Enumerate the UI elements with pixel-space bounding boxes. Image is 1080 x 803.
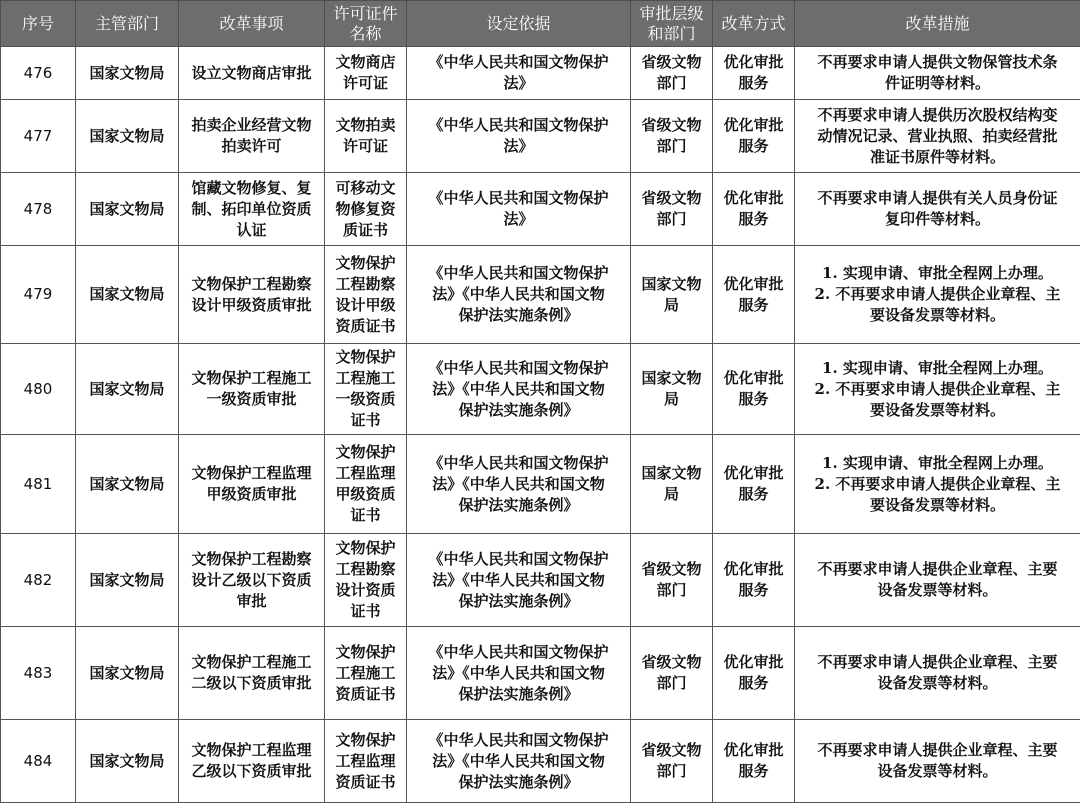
text-line: 保护法实施条例》: [410, 772, 627, 793]
cell-legal-basis: [407, 435, 631, 534]
text-line: 2. 不再要求申请人提供企业章程、主: [799, 474, 1076, 495]
text-line: 设计甲级资质审批: [182, 295, 321, 316]
text-line: 证书: [328, 410, 403, 431]
cell-license-name: [325, 627, 407, 720]
text-line: 要设备发票等材料。: [799, 400, 1076, 421]
text-line: 部门: [634, 761, 709, 782]
text-line: 《中华人民共和国文物保护: [410, 263, 627, 284]
text-line: 法》《中华人民共和国文物: [410, 570, 627, 591]
text-line: 局: [634, 484, 709, 505]
cell-serial-number: 477: [1, 100, 76, 173]
cell-reform-item: [179, 435, 325, 534]
text-line: 国家文物: [634, 274, 709, 295]
text-line: 文物保护工程施工: [182, 652, 321, 673]
text-line: 法》《中华人民共和国文物: [410, 379, 627, 400]
text-line: 部门: [634, 673, 709, 694]
text-line: 拍卖许可: [182, 136, 321, 157]
cell-department: 国家文物局: [76, 435, 179, 534]
cell-serial-number: 478: [1, 173, 76, 246]
text-line: 优化审批: [716, 52, 791, 73]
text-line: 文物商店: [328, 52, 403, 73]
text-line: 省级文物: [634, 52, 709, 73]
text-line: 法》《中华人民共和国文物: [410, 663, 627, 684]
table-row: [1, 435, 1080, 534]
cell-reform-item: [179, 534, 325, 627]
text-line: 法》《中华人民共和国文物: [410, 751, 627, 772]
text-line: 法》: [410, 136, 627, 157]
cell-approval-level: [631, 720, 713, 803]
cell-reform-method: [713, 344, 795, 435]
cell-approval-level: [631, 246, 713, 344]
text-line: 要设备发票等材料。: [799, 305, 1076, 326]
table-body: [1, 47, 1080, 803]
text-line: 文物保护工程监理: [182, 463, 321, 484]
cell-reform-measures: [795, 435, 1080, 534]
cell-reform-item: [179, 627, 325, 720]
table-header-row: [1, 1, 1080, 47]
cell-department: 国家文物局: [76, 344, 179, 435]
cell-license-name: [325, 720, 407, 803]
text-line: 优化审批: [716, 463, 791, 484]
cell-approval-level: [631, 100, 713, 173]
text-line: 2. 不再要求申请人提供企业章程、主: [799, 284, 1076, 305]
text-line: 优化审批: [716, 368, 791, 389]
cell-license-name: [325, 246, 407, 344]
table-row: [1, 344, 1080, 435]
text-line: 优化审批: [716, 115, 791, 136]
text-line: 设计甲级: [328, 295, 403, 316]
cell-approval-level: [631, 627, 713, 720]
text-line: 文物保护工程施工: [182, 368, 321, 389]
cell-legal-basis: [407, 47, 631, 100]
text-line: 证书: [328, 505, 403, 526]
text-line: 文物拍卖: [328, 115, 403, 136]
text-line: 设立文物商店审批: [182, 63, 321, 84]
text-line: 部门: [634, 209, 709, 230]
text-line: 部门: [634, 136, 709, 157]
cell-serial-number: 476: [1, 47, 76, 100]
cell-approval-level: [631, 435, 713, 534]
text-line: 审批层级: [633, 4, 710, 24]
text-line: 局: [634, 295, 709, 316]
text-line: 省级文物: [634, 559, 709, 580]
cell-reform-method: [713, 100, 795, 173]
cell-legal-basis: [407, 534, 631, 627]
text-line: 服务: [716, 389, 791, 410]
text-line: 服务: [716, 73, 791, 94]
text-line: 工程勘察: [328, 559, 403, 580]
text-line: 不再要求申请人提供历次股权结构变: [799, 105, 1076, 126]
cell-license-name: [325, 100, 407, 173]
text-line: 工程监理: [328, 751, 403, 772]
text-line: 优化审批: [716, 274, 791, 295]
text-line: 文物保护: [328, 253, 403, 274]
cell-reform-item: [179, 100, 325, 173]
text-line: 制、拓印单位资质: [182, 199, 321, 220]
cell-reform-item: [179, 344, 325, 435]
text-line: 服务: [716, 673, 791, 694]
text-line: 《中华人民共和国文物保护: [410, 730, 627, 751]
cell-department: 国家文物局: [76, 720, 179, 803]
text-line: 认证: [182, 220, 321, 241]
text-line: 甲级资质审批: [182, 484, 321, 505]
text-line: 一级资质审批: [182, 389, 321, 410]
table-row: [1, 173, 1080, 246]
text-line: 服务: [716, 580, 791, 601]
text-line: 不再要求申请人提供有关人员身份证: [799, 188, 1076, 209]
cell-reform-measures: [795, 344, 1080, 435]
text-line: 设计资质: [328, 580, 403, 601]
text-line: 文物保护: [328, 538, 403, 559]
cell-serial-number: 482: [1, 534, 76, 627]
text-line: 《中华人民共和国文物保护: [410, 549, 627, 570]
text-line: 不再要求申请人提供企业章程、主要: [799, 652, 1076, 673]
text-line: 《中华人民共和国文物保护: [410, 358, 627, 379]
text-line: 优化审批: [716, 740, 791, 761]
text-line: 文物保护工程勘察: [182, 274, 321, 295]
text-line: 可移动文: [328, 178, 403, 199]
cell-reform-measures: [795, 627, 1080, 720]
text-line: 文物保护: [328, 442, 403, 463]
cell-department: 国家文物局: [76, 100, 179, 173]
text-line: 部门: [634, 73, 709, 94]
text-line: 服务: [716, 136, 791, 157]
text-line: 《中华人民共和国文物保护: [410, 642, 627, 663]
cell-department: 国家文物局: [76, 47, 179, 100]
text-line: 国家文物: [634, 463, 709, 484]
text-line: 部门: [634, 580, 709, 601]
text-line: 名称: [327, 24, 404, 44]
text-line: 局: [634, 389, 709, 410]
text-line: 许可证件: [327, 4, 404, 24]
text-line: 文物保护: [328, 642, 403, 663]
text-line: 主管部门: [78, 14, 176, 34]
text-line: 服务: [716, 484, 791, 505]
text-line: 法》: [410, 209, 627, 230]
text-line: 物修复资: [328, 199, 403, 220]
text-line: 保护法实施条例》: [410, 591, 627, 612]
cell-approval-level: [631, 344, 713, 435]
text-line: 保护法实施条例》: [410, 495, 627, 516]
cell-reform-measures: [795, 173, 1080, 246]
text-line: 工程监理: [328, 463, 403, 484]
text-line: 1. 实现申请、审批全程网上办理。: [799, 358, 1076, 379]
cell-serial-number: 480: [1, 344, 76, 435]
text-line: 二级以下资质审批: [182, 673, 321, 694]
text-line: 工程施工: [328, 368, 403, 389]
text-line: 改革事项: [181, 14, 322, 34]
text-line: 保护法实施条例》: [410, 400, 627, 421]
text-line: 服务: [716, 295, 791, 316]
cell-approval-level: [631, 534, 713, 627]
text-line: 资质证书: [328, 316, 403, 337]
cell-reform-measures: [795, 534, 1080, 627]
cell-reform-method: [713, 534, 795, 627]
cell-reform-method: [713, 435, 795, 534]
table-row: [1, 246, 1080, 344]
text-line: 审批: [182, 591, 321, 612]
text-line: 省级文物: [634, 740, 709, 761]
cell-approval-level: [631, 173, 713, 246]
text-line: 设备发票等材料。: [799, 673, 1076, 694]
cell-legal-basis: [407, 173, 631, 246]
text-line: 《中华人民共和国文物保护: [410, 453, 627, 474]
text-line: 2. 不再要求申请人提供企业章程、主: [799, 379, 1076, 400]
text-line: 质证书: [328, 220, 403, 241]
text-line: 文物保护工程监理: [182, 740, 321, 761]
header-reform-measures: [795, 1, 1080, 47]
cell-legal-basis: [407, 344, 631, 435]
header-serial-number: [1, 1, 76, 47]
text-line: 拍卖企业经营文物: [182, 115, 321, 136]
text-line: 省级文物: [634, 188, 709, 209]
text-line: 设定依据: [409, 14, 628, 34]
text-line: 序号: [3, 14, 73, 34]
text-line: 一级资质: [328, 389, 403, 410]
header-department: [76, 1, 179, 47]
cell-reform-method: [713, 173, 795, 246]
text-line: 保护法实施条例》: [410, 305, 627, 326]
text-line: 件证明等材料。: [799, 73, 1076, 94]
header-license-name: [325, 1, 407, 47]
cell-department: 国家文物局: [76, 246, 179, 344]
cell-license-name: [325, 47, 407, 100]
cell-reform-method: [713, 47, 795, 100]
text-line: 文物保护: [328, 730, 403, 751]
cell-reform-method: [713, 720, 795, 803]
text-line: 省级文物: [634, 115, 709, 136]
cell-reform-measures: [795, 246, 1080, 344]
text-line: 改革措施: [797, 14, 1078, 34]
cell-license-name: [325, 344, 407, 435]
cell-reform-item: [179, 47, 325, 100]
header-reform-method: [713, 1, 795, 47]
cell-reform-item: [179, 246, 325, 344]
text-line: 服务: [716, 209, 791, 230]
text-line: 工程施工: [328, 663, 403, 684]
text-line: 设计乙级以下资质: [182, 570, 321, 591]
text-line: 国家文物: [634, 368, 709, 389]
text-line: 《中华人民共和国文物保护: [410, 52, 627, 73]
cell-license-name: [325, 173, 407, 246]
text-line: 设备发票等材料。: [799, 580, 1076, 601]
cell-reform-measures: [795, 720, 1080, 803]
text-line: 文物保护: [328, 347, 403, 368]
cell-reform-method: [713, 246, 795, 344]
table-row: [1, 100, 1080, 173]
header-legal-basis: [407, 1, 631, 47]
cell-serial-number: 479: [1, 246, 76, 344]
text-line: 要设备发票等材料。: [799, 495, 1076, 516]
text-line: 1. 实现申请、审批全程网上办理。: [799, 453, 1076, 474]
text-line: 准证书原件等材料。: [799, 147, 1076, 168]
text-line: 1. 实现申请、审批全程网上办理。: [799, 263, 1076, 284]
text-line: 资质证书: [328, 684, 403, 705]
cell-license-name: [325, 534, 407, 627]
cell-serial-number: 483: [1, 627, 76, 720]
text-line: 法》《中华人民共和国文物: [410, 284, 627, 305]
text-line: 乙级以下资质审批: [182, 761, 321, 782]
cell-approval-level: [631, 47, 713, 100]
text-line: 文物保护工程勘察: [182, 549, 321, 570]
text-line: 不再要求申请人提供文物保管技术条: [799, 52, 1076, 73]
text-line: 改革方式: [715, 14, 792, 34]
cell-reform-measures: [795, 47, 1080, 100]
text-line: 证书: [328, 601, 403, 622]
text-line: 优化审批: [716, 652, 791, 673]
cell-legal-basis: [407, 720, 631, 803]
cell-legal-basis: [407, 627, 631, 720]
header-approval-level: [631, 1, 713, 47]
text-line: 甲级资质: [328, 484, 403, 505]
table-row: [1, 627, 1080, 720]
text-line: 优化审批: [716, 559, 791, 580]
cell-department: 国家文物局: [76, 627, 179, 720]
text-line: 《中华人民共和国文物保护: [410, 115, 627, 136]
cell-legal-basis: [407, 100, 631, 173]
text-line: 复印件等材料。: [799, 209, 1076, 230]
text-line: 法》《中华人民共和国文物: [410, 474, 627, 495]
cell-serial-number: 481: [1, 435, 76, 534]
text-line: 许可证: [328, 136, 403, 157]
text-line: 馆藏文物修复、复: [182, 178, 321, 199]
text-line: 和部门: [633, 24, 710, 44]
cell-license-name: [325, 435, 407, 534]
text-line: 法》: [410, 73, 627, 94]
table-row: [1, 47, 1080, 100]
text-line: 不再要求申请人提供企业章程、主要: [799, 559, 1076, 580]
text-line: 设备发票等材料。: [799, 761, 1076, 782]
cell-reform-method: [713, 627, 795, 720]
text-line: 动情况记录、营业执照、拍卖经营批: [799, 126, 1076, 147]
text-line: 省级文物: [634, 652, 709, 673]
cell-serial-number: 484: [1, 720, 76, 803]
text-line: 工程勘察: [328, 274, 403, 295]
header-reform-item: [179, 1, 325, 47]
text-line: 资质证书: [328, 772, 403, 793]
text-line: 优化审批: [716, 188, 791, 209]
cell-department: 国家文物局: [76, 173, 179, 246]
text-line: 许可证: [328, 73, 403, 94]
text-line: 保护法实施条例》: [410, 684, 627, 705]
cell-reform-item: [179, 720, 325, 803]
text-line: 《中华人民共和国文物保护: [410, 188, 627, 209]
text-line: 服务: [716, 761, 791, 782]
table-row: [1, 720, 1080, 803]
text-line: 不再要求申请人提供企业章程、主要: [799, 740, 1076, 761]
table-row: [1, 534, 1080, 627]
cell-reform-measures: [795, 100, 1080, 173]
cell-department: 国家文物局: [76, 534, 179, 627]
cell-reform-item: [179, 173, 325, 246]
cell-legal-basis: [407, 246, 631, 344]
